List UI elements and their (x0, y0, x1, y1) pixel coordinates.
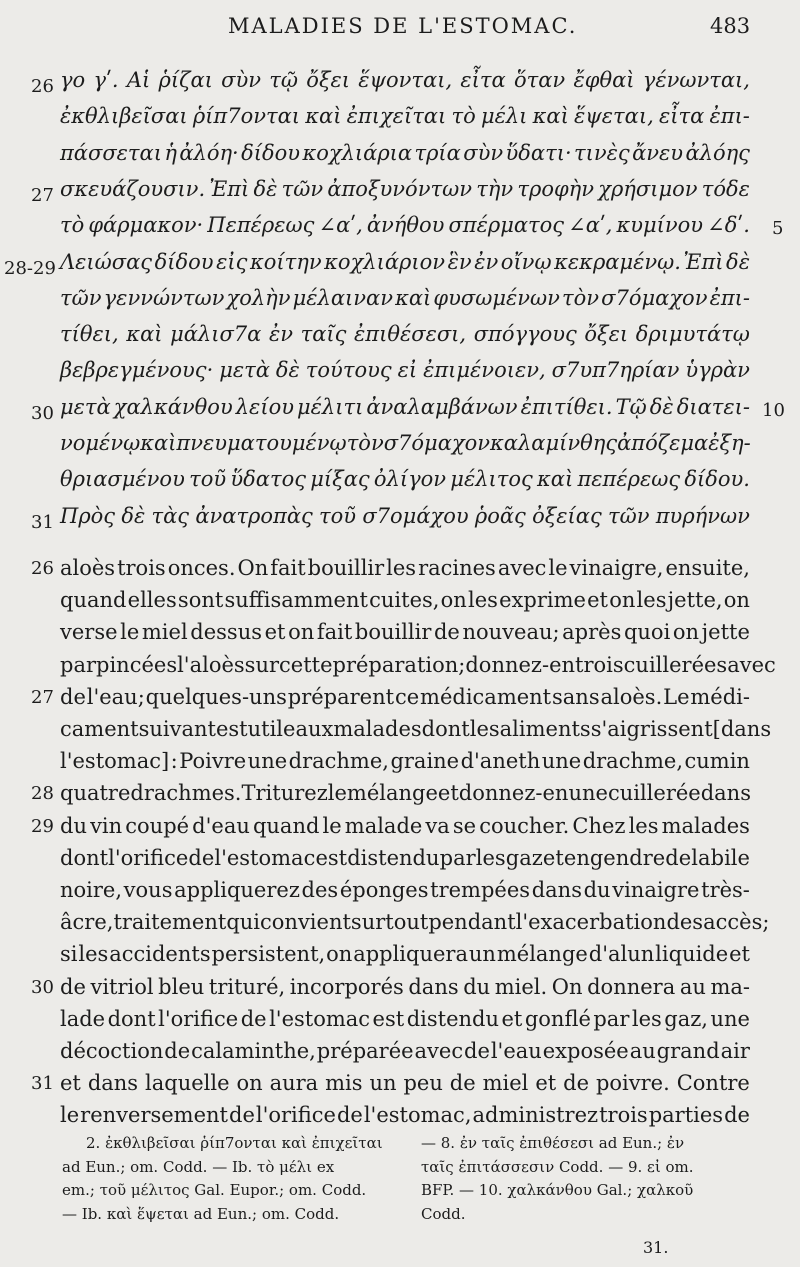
greek-line-number: 27 (31, 184, 54, 206)
french-line: si les accidents persistent, on appliquera un mélange d'alun liquide et (60, 942, 750, 967)
signature-mark: 31. (643, 1238, 669, 1257)
greek-line: πάσσεται ἡ ἀλόη· δίδου κοχλιάρια τρία σὺν ὕδατι· τινὲς ἄνευ ἀλόης (60, 140, 750, 165)
footnote-left-line: em.; τοῦ μέλιτος Gal. Eupor.; om. Codd. (62, 1181, 367, 1199)
greek-right-line-number: 10 (762, 399, 785, 421)
greek-line: μετὰ χαλκάνθου λείου μέλιτι ἀναλαμβάνων ἐπιτίθει. Τῷ δὲ διατει- (60, 394, 750, 419)
greek-line: τῶν γεννώντων χολὴν μέλαιναν καὶ φυσωμένων τὸν σ7όμαχον ἐπι- (60, 285, 750, 310)
footnote-right-line: — 8. ἐν ταῖς ἐπιθέσεσι ad Eun.; ἐν (421, 1134, 685, 1152)
french-line: le renversement de l'orifice de l'estomac, administrez trois parties de (60, 1103, 750, 1128)
french-line: quand elles sont suffisamment cuites, on les exprime et on les jette, on (60, 588, 750, 613)
french-line: âcre, traitement qui convient surtout pendant l'exacerbation des accès; (60, 910, 770, 935)
french-line-number: 27 (31, 686, 54, 708)
greek-line: Πρὸς δὲ τὰς ἀνατροπὰς τοῦ σ7ομάχου ῥοᾶς ὀξείας τῶν πυρήνων (60, 503, 750, 528)
french-line: lade dont l'orifice de l'estomac est distendu et gonflé par les gaz, une (60, 1006, 750, 1031)
french-line: noire, vous appliquerez des éponges trempées dans du vinaigre très- (60, 878, 750, 902)
running-header (0, 14, 800, 48)
footnote-left-line: — Ib. καὶ ἕψεται ad Eun.; om. Codd. (62, 1204, 340, 1223)
footnote-left-line: 2. ἐκθλιβεῖσαι ῥίπ7ονται καὶ ἐπιχεῖται (86, 1134, 383, 1152)
greek-right-line-number: 5 (772, 218, 784, 240)
french-line: de l'eau; quelques-uns préparent ce médicament sans aloès. Le médi- (60, 684, 750, 709)
greek-line-number: 26 (31, 76, 54, 97)
greek-line: βεβρεγμένους· μετὰ δὲ τούτους εἰ ἐπιμένοιεν, σ7υπ7ηρίαν ὑγρὰν (60, 358, 750, 383)
french-line-number: 30 (31, 976, 54, 998)
french-line: du vin coupé d'eau quand le malade va se coucher. Chez les malades (60, 813, 750, 838)
greek-line-number: 30 (31, 402, 54, 424)
french-line: verse le miel dessus et on fait bouillir de nouveau; après quoi on jette (60, 620, 750, 645)
greek-line-number: 28-29 (4, 257, 56, 279)
french-line: et dans laquelle on aura mis un peu de miel et de poivre. Contre (60, 1071, 750, 1096)
footnote-right-line: Codd. (421, 1204, 466, 1223)
header-title: MALADIES DE L'ESTOMAC. (228, 14, 578, 38)
french-line: décoction de calaminthe, préparée avec de l'eau exposée au grand air (60, 1039, 750, 1063)
greek-line: Λειώσας δίδου εἰς κοίτην κοχλιάριον ἓν ἐν οἴνῳ κεκραμένῳ. Ἐπὶ δὲ (60, 249, 750, 274)
french-line: par pincées l'aloès sur cette préparation; donnez-en trois cuillerées avec (60, 652, 776, 677)
french-line-number: 29 (31, 815, 54, 837)
french-line-number: 31 (31, 1073, 54, 1095)
greek-line: γο γʹ. Αἱ ῥίζαι σὺν τῷ ὄξει ἕψονται, εἶτα ὅταν ἔφθαὶ γένωνται, (60, 68, 750, 92)
french-line: dont l'orifice de l'estomac est distendu par les gaz et engendre de la bile (60, 845, 750, 870)
french-line: quatre drachmes. Triturez le mélange et donnez-en une cuillerée dans (60, 781, 751, 806)
greek-line: νομένῳ καὶ πνευματουμένῳ τὸν σ7όμαχον καλαμίνθης ἀπόζεμα ἐξη- (60, 431, 751, 455)
french-line-number: 28 (31, 783, 54, 805)
french-line: de vitriol bleu trituré, incorporés dans du miel. On donnera au ma- (60, 974, 750, 999)
footnote-left-line: ad Eun.; om. Codd. — Ib. τὸ μέλι ex (62, 1157, 335, 1176)
greek-line: τίθει, καὶ μάλισ7α ἐν ταῖς ἐπιθέσεσι, σπόγγους ὄξει δριμυτάτῳ (60, 322, 750, 347)
french-line: cament suivant est utile aux malades dont les aliments s'aigrissent [dans (60, 717, 772, 741)
footnote-right-line: BFP. — 10. χαλκάνθου Gal.; χαλκοῦ (421, 1181, 694, 1199)
greek-line: ἐκθλιβεῖσαι ῥίπ7ονται καὶ ἐπιχεῖται τὸ μέλι καὶ ἕψεται, εἶτα ἐπι- (60, 104, 750, 129)
greek-line-number: 31 (31, 511, 54, 533)
greek-line: θριασμένου τοῦ ὕδατος μίξας ὀλίγον μέλιτος καὶ πεπέρεως δίδου. (60, 467, 750, 492)
french-line: l'estomac] : Poivre une drachme, graine d'aneth une drachme, cumin (60, 749, 750, 774)
page-number: 483 (710, 14, 751, 38)
greek-line: τὸ φάρμακον· Πεπέρεως ∠αʹ, ἀνήθου σπέρματος ∠αʹ, κυμίνου ∠δʹ. (60, 213, 750, 238)
greek-line: σκευάζουσιν. Ἐπὶ δὲ τῶν ἀποξυνόντων τὴν τροφὴν χρήσιμον τόδε (60, 176, 750, 201)
french-line: aloès trois onces. On fait bouillir les racines avec le vinaigre, ensuite, (60, 556, 750, 580)
french-line-number: 26 (31, 558, 54, 579)
footnote-right-line: ταῖς ἐπιτάσσεσιν Codd. — 9. εἰ om. (421, 1157, 694, 1176)
